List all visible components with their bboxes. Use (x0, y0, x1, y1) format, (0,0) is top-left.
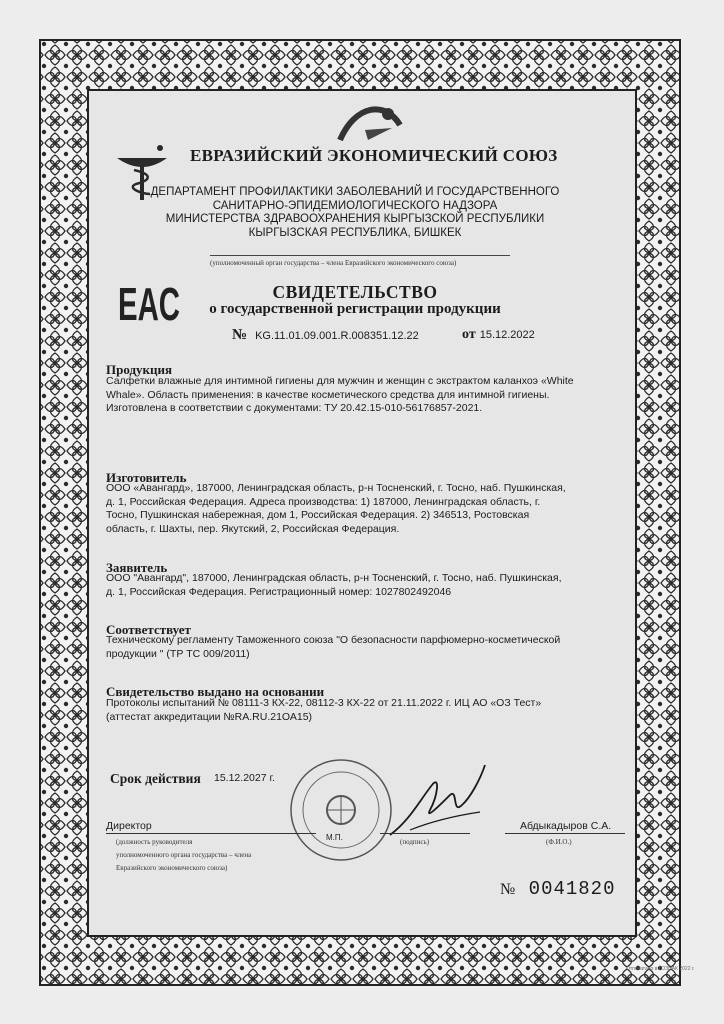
signature-note: (подпись) (400, 838, 430, 846)
certificate-title: СВИДЕТЕЛЬСТВО (272, 282, 438, 302)
validity-label: Срок действия (110, 771, 201, 786)
registration-date: от 15.12.2022 (462, 327, 535, 342)
union-title: ЕВРАЗИЙСКИЙ ЭКОНОМИЧЕСКИЙ СОЮЗ (190, 146, 558, 165)
applicant-text: ООО "Авангард", 187000, Ленинградская область, р-н Тосненский, г. Тосно, наб. Пушкинская, д. 1, Российская Федерация. Регистрационный номер: 1027802492046 (106, 572, 562, 598)
section-title-basis: Свидетельство выдано на основании (106, 684, 325, 699)
registration-number: № KG.11.01.09.001.R.008351.12.22 (232, 327, 419, 343)
conforms-text: Техническому регламенту Таможенного союза "О безопасности парфюмерно-косметической продукции " (ТР ТС 009/2011) (106, 634, 561, 660)
section-title-product: Продукция (106, 362, 173, 377)
director-label: Директор (106, 820, 152, 832)
footer-print: Отпечатано в ГОЗНАК 2022 г. (626, 966, 695, 972)
product-text: Салфетки влажные для интимной гигиены для мужчин и женщин с экстрактом каланхоэ «White Whale». Область применения: в качестве косметического средства для интимной гигиены. Изготовлена в соответствии с документами: ТУ 20.42.15-010-56176857-2021. (106, 375, 574, 414)
department-block: ДЕПАРТАМЕНТ ПРОФИЛАКТИКИ ЗАБОЛЕВАНИЙ И ГОСУДАРСТВЕННОГО САНИТАРНО-ЭПИДЕМИОЛОГИЧЕСКОГО НАДЗОРА МИНИСТЕРСТВА ЗДРАВООХРАНЕНИЯ КЫРГЫЗСКОЙ РЕСПУБЛИКИ КЫРГЫЗСКАЯ РЕСПУБЛИКА, БИШКЕК (150, 186, 560, 239)
validity-date: 15.12.2027 г. (214, 772, 275, 784)
name-note: (Ф.И.О.) (546, 838, 572, 846)
director-name: Абдыкадыров С.А. (520, 820, 612, 832)
eeu-emblem (330, 100, 410, 145)
authority-note: (уполномоченный орган государства – члена Евразийского экономического союза) (210, 259, 457, 267)
section-title-conforms: Соответствует (106, 622, 191, 637)
basis-text: Протоколы испытаний № 08111-3 КХ-22, 08112-3 КХ-22 от 21.11.2022 г. ИЦ АО «ОЗ Тест» (аттестат аккредитации №RA.RU.21ОА15) (106, 697, 542, 723)
section-title-manufacturer: Изготовитель (106, 470, 187, 485)
serial-number: № 0041820 (500, 878, 616, 900)
stamp-label: М.П. (326, 833, 343, 842)
signature (380, 760, 490, 850)
manufacturer-text: ООО «Авангард», 187000, Ленинградская область, р-н Тосненский, г. Тосно, наб. Пушкинская, д. 1, Российская Федерация. Адреса производства: 1) 187000, Ленинградская область, г. Тосно, Пушкинская набережная, дом 1, Российская Федерация. 2) 346513, Ростовская область, г. Шахты, пер. Якутский, 2, Российская Федерация. (106, 482, 566, 535)
section-title-applicant: Заявитель (106, 560, 168, 575)
certificate-subtitle: о государственной регистрации продукции (209, 301, 501, 317)
eac-mark (118, 278, 182, 330)
eac-mark-text: EAC (118, 278, 180, 330)
position-note: (должность руководителя уполномоченного органа государства – члена Евразийского экономического союза) (116, 838, 252, 872)
